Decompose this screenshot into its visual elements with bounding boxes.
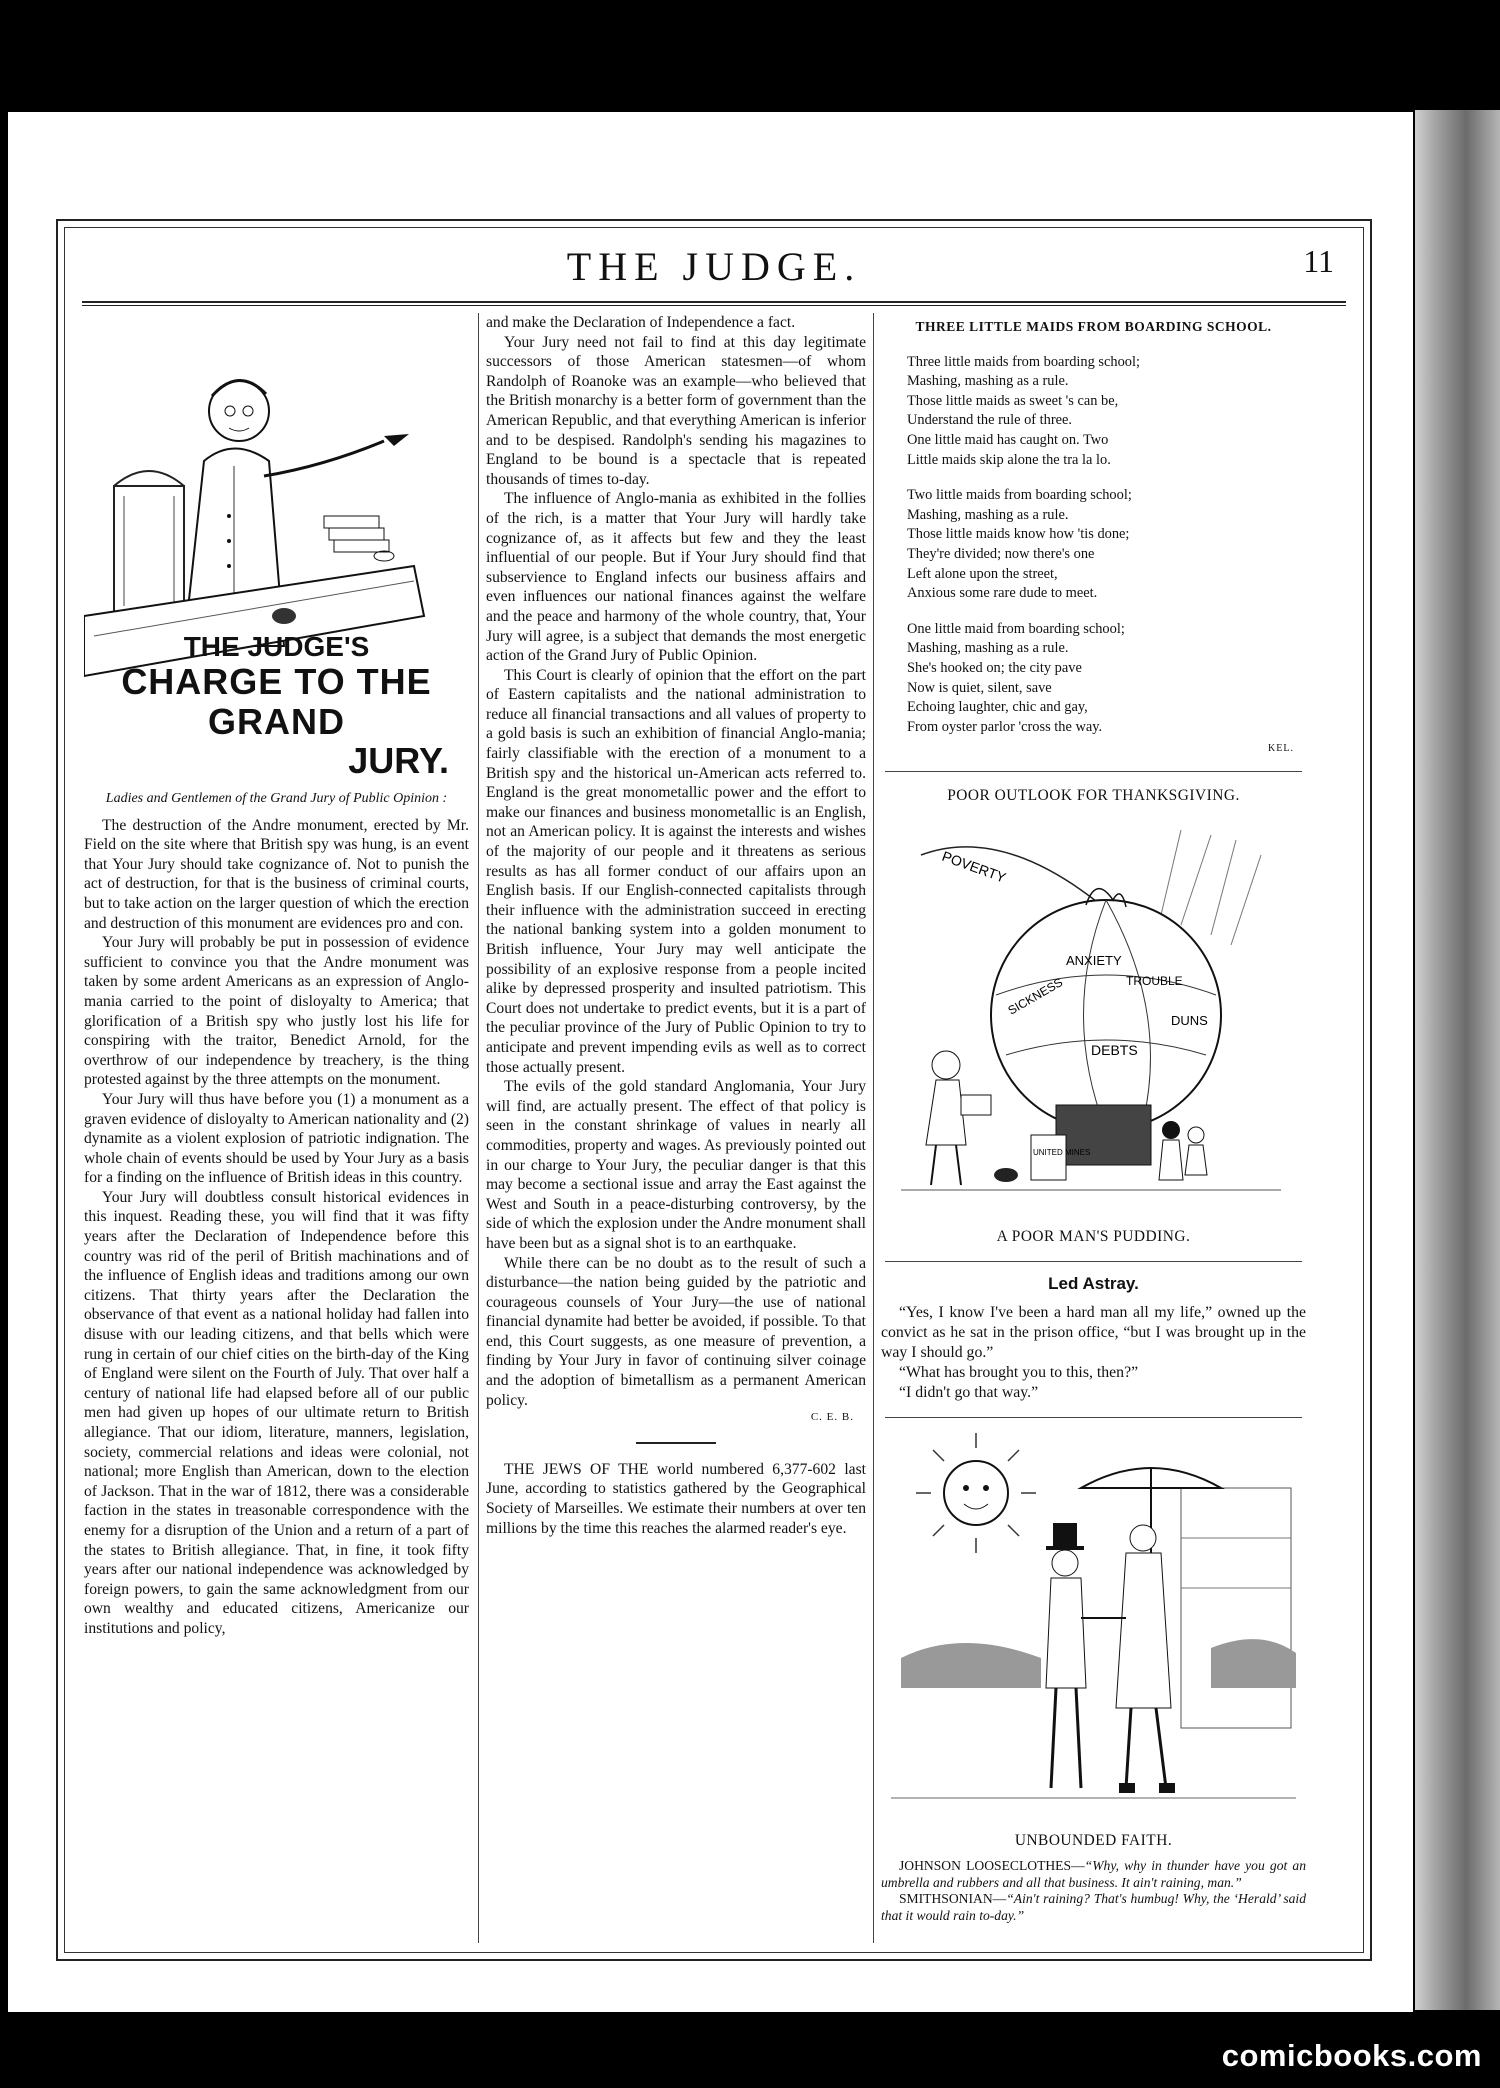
page	[8, 112, 1413, 2012]
poem-line: From oyster parlor 'cross the way.	[907, 718, 1103, 735]
cartoon1-caption: A POOR MAN'S PUDDING.	[996, 1228, 1191, 1246]
masthead-title: THE JUDGE.	[566, 244, 862, 289]
poem	[881, 353, 1306, 738]
poem-line: Mashing, mashing as a rule.	[907, 640, 1069, 657]
label-poverty: POVERTY	[939, 848, 1009, 887]
masthead-rule	[82, 301, 1346, 303]
label-trouble: TROUBLE	[1126, 974, 1183, 989]
page-number: 11	[1303, 243, 1334, 279]
charge-signature: C. E. B.	[810, 1411, 854, 1424]
poem-line: Two little maids from boarding school;	[907, 487, 1132, 504]
poem-line: Anxious some rare dude to meet.	[907, 585, 1098, 602]
section-divider	[636, 1442, 716, 1444]
led-astray-title: Led Astray.	[1048, 1273, 1139, 1293]
poem-line: Those little maids know how 'tis done;	[907, 526, 1130, 543]
poem-signature: KEL.	[1268, 743, 1294, 755]
charge-salutation: Ladies and Gentlemen of the Grand Jury of Public Opinion :	[105, 790, 448, 806]
speech-johnson: “Why, why in thunder have you got an umbrella and rubbers and all that business. It ain't raining, man.”	[881, 1858, 1307, 1890]
masthead-rule-thin	[82, 305, 1346, 306]
charge-paragraph: The evils of the gold standard Anglomania, Your Jury will find, are actually present. The effect of that policy is seen in the constant shrinkage of values in nearly all commodities, property and wages. As previously pointed out in our charge to Your Jury, the peculiar danger is that this may become a sectional issue and array the East against the West and South in a peace-disturbing controversy, by the side of which the explosion under the Andre monument shall have been but as a signal shot is to an earthquake.	[486, 1078, 866, 1252]
label-anxiety: ANXIETY	[1066, 953, 1122, 969]
charge-paragraph: Your Jury need not fail to find at this day legitimate successors of those American statesmen—of whom Randolph of Roanoke was an example—who believed that the British monarchy is a better form of government than the American Republic, and that everything American is inferior and to be despised. Randolph's sending his magazines to England to be bound is a spectacle that is repeated thousands of times to-day.	[486, 333, 866, 488]
speech-smithsonian: “Ain't raining? That's humbug! Why, the ‘Herald’ said that it would rain to-day.”	[881, 1891, 1306, 1923]
charge-paragraph: Your Jury will probably be put in possession of evidence sufficient to convince you that the Andre monument was taken by some ardent Americans as an expression of Anglo-mania carried to the point of disloyalty to America; that glorification of a British spy who justly lost his life for conspiring with the traitor, Benedict Arnold, for the overthrow of our independence by treachery, is the thing protested against by the three attempts on the monument.	[84, 934, 469, 1089]
poem-line: Those little maids as sweet 's can be,	[907, 392, 1119, 409]
pudding-cartoon	[881, 815, 1306, 1215]
led-astray-text: “Yes, I know I've been a hard man all my life,” owned up the convict as he sat in the prison office, “but I was brought up in the way I should go.”	[881, 1304, 1306, 1362]
label-sickness: SICKNESS	[1005, 975, 1066, 1019]
label-debts: DEBTS	[1091, 1042, 1138, 1059]
charge-title-1: THE JUDGE'S	[183, 630, 370, 662]
poem-line: Little maids skip alone the tra la lo.	[907, 451, 1111, 468]
label-duns: DUNS	[1171, 1013, 1208, 1029]
charge-paragraph: Your Jury will doubtless consult historical evidences in this inquest. Reading these, you will find that it was fifty years after the Declaration of Independence before this country was rid of the peril of British machinations and of the influence of English ideas and traditions among our own citizens. That thirty years after the Declaration the observance of that event as a national holiday had fallen into disuse with our leading citizens, and that bells which were rung in certain of our chief cities on the birth-day of the King of England were silent on the Fourth of July. That over half a century of national life had elapsed before all of our public men had given up hopes of our ultimate return to British allegiance. That our idiom, literature, manners, legislation, society, commercial relations and ideas were colonial, not national; more English than American, down to the election of Jackson. That in the war of 1812, there was a considerable faction in the states in treasonable correspondence with the enemy for a disruption of the Union and a return of a part of the states to British allegiance. That, in fine, it took fifty years after our national independence was acknowledged by foreign powers, to gain the same acknowledgment from our own wealthy and educated citizens, Americanize our institutions and policy,	[84, 1188, 469, 1637]
led-astray-text: “I didn't go that way.”	[899, 1384, 1039, 1402]
charge-title-2: CHARGE TO THE GRAND	[121, 660, 432, 742]
section-divider	[885, 771, 1302, 772]
jews-note-lead: THE JEWS OF THE	[504, 1460, 649, 1478]
charge-paragraph: While there can be no doubt as to the result of such a disturbance—the nation being guided by the patriotic and courageous counsels of Your Jury—the use of national financial dynamite had better be avoided, if possible. To that end, this Court suggests, as one measure of prevention, a finding by Your Jury in favor of continuing silver coinage and the adoption of bimetallism as a permanent American policy.	[486, 1254, 866, 1409]
charge-paragraph: and make the Declaration of Independence a fact.	[486, 314, 796, 331]
column-2	[486, 313, 866, 1538]
jews-note	[486, 1460, 866, 1538]
cartoon2-caption: UNBOUNDED FAITH.	[1014, 1831, 1173, 1849]
poem-line: Mashing, mashing as a rule.	[907, 373, 1069, 390]
poem-line: Echoing laughter, chic and gay,	[907, 699, 1088, 716]
page-frame	[56, 219, 1372, 1961]
cartoon1-title: POOR OUTLOOK FOR THANKSGIVING.	[947, 786, 1240, 804]
poem-line: Three little maids from boarding school;	[907, 353, 1140, 370]
poem-line: Understand the rule of three.	[907, 412, 1073, 429]
charge-paragraph: This Court is clearly of opinion that the effort on the part of Eastern capitalists and the national administration to reduce all financial transactions and all values of property to a gold basis is such an exhibition of financial Anglo-mania; fairly classifiable with the erection of a monument to a British spy and the historical un-American acts referred to. England is the great monometallic power and the effort to make our finances and business monometallic is an English, not an American policy. It is against the interests and wishes of the majority of our people and it threatens as serious results as has all former conduct of our affairs upon an English basis. If our English-connected capitalists through their influence with the administration succeed in erecting the national banking system into a golden monument to British influence, Your Jury may well anticipate the possibility of an explosive response from a people incited alike by depressed prosperity and insulted patriotism. This Court does not undertake to predict events, but it is a part of the peculiar province of the Jury of Public Opinion to try to anticipate and prevent impending evils as well as to correct those actually present.	[486, 666, 866, 1076]
poem-stanza	[907, 620, 1306, 738]
poem-line: One little maid from boarding school;	[907, 620, 1125, 637]
cartoon2-dialogue: JOHNSON LOOSECLOTHES—“Why, why in thunder have you got an umbrella and rubbers and all that business. It ain't raining, man.” SMITHSONIAN—“Ain't raining? That's humbug! Why, the ‘Herald’ said that it would rain to-day.”	[881, 1858, 1307, 1923]
column-1	[84, 316, 469, 1639]
jews-note-text: world numbered 6,377-602 last June, according to statistics gathered by the Geographical Society of Marseilles. We estimate their numbers at over ten millions by the time this reaches the alarmed reader's eye.	[486, 1460, 866, 1537]
column-rule-2	[873, 313, 874, 1943]
section-divider	[885, 1261, 1302, 1262]
charge-title-3: JURY.	[348, 739, 449, 781]
poem-stanza	[907, 486, 1306, 604]
section-divider	[885, 1417, 1302, 1418]
poem-title: THREE LITTLE MAIDS FROM BOARDING SCHOOL.	[915, 319, 1272, 334]
speaker-johnson: JOHNSON LOOSECLOTHES	[899, 1858, 1072, 1874]
poem-line: Left alone upon the street,	[907, 565, 1058, 582]
led-astray-text: “What has brought you to this, then?”	[899, 1364, 1139, 1382]
book-page-edges	[1415, 110, 1500, 2010]
charge-paragraph: The influence of Anglo-mania as exhibited in the follies of the rich, is a matter that Your Jury will hardly take cognizance of, as it affects but few and they the least influential of our people. But if Your Jury should find that subservience to England infects our business affairs and even influences our national finances against the welfare and the peace and harmony of the whole country, that, Your Jury will agree, is a subject that demands the most energetic action of the Grand Jury of Public Opinion.	[486, 490, 866, 665]
umbrella-cartoon	[881, 1428, 1306, 1823]
watermark: comicbooks.com	[1221, 2038, 1482, 2073]
label-united-mines: UNITED MINES	[1033, 1148, 1091, 1158]
column-3	[881, 317, 1306, 1924]
poem-stanza	[907, 353, 1306, 471]
charge-paragraph: Your Jury will thus have before you (1) a monument as a graven evidence of disloyalty to American nationality and (2) dynamite as a violent explosion of patriotic indignation. The whole chain of events should be used by Your Jury as a basis for a finding on the influence of British ideas in this country.	[84, 1090, 469, 1187]
poem-line: Now is quiet, silent, save	[907, 679, 1052, 696]
charge-paragraph: The destruction of the Andre monument, erected by Mr. Field on the site where that British spy was hung, is an event that Your Jury should take cognizance of. Not to punish the act of destruction, for that is the business of criminal courts, but to take action on the larger question of which the erection and destruction of this monument are evidences pro and con.	[84, 816, 469, 932]
column-rule-1	[478, 313, 479, 1943]
poem-line: They're divided; now there's one	[907, 545, 1095, 562]
poem-line: One little maid has caught on. Two	[907, 431, 1109, 448]
poem-line: Mashing, mashing as a rule.	[907, 506, 1069, 523]
speaker-smithsonian: SMITHSONIAN	[899, 1891, 993, 1907]
poem-line: She's hooked on; the city pave	[907, 659, 1082, 676]
